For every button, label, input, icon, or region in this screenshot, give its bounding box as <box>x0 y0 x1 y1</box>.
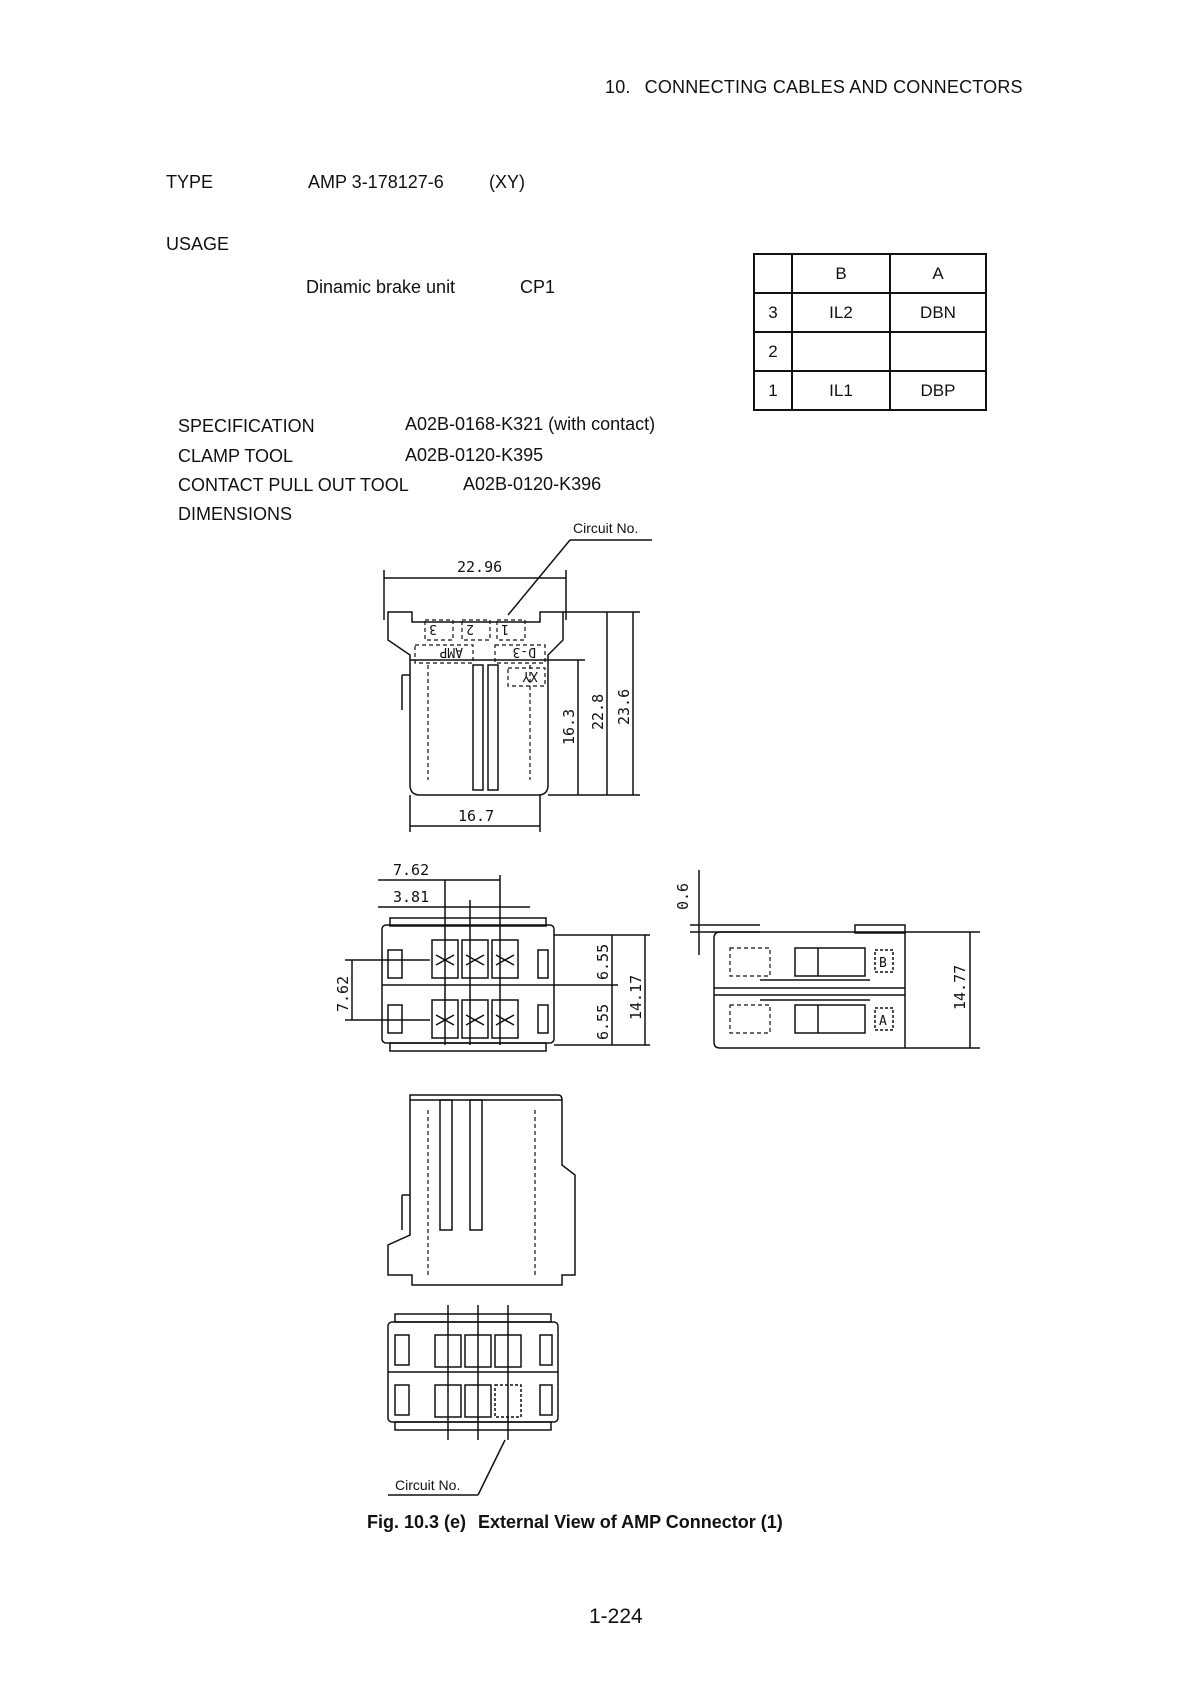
dim-width-bottom: 16.7 <box>458 807 495 825</box>
usage-label: USAGE <box>166 234 230 254</box>
dim-row-h1: 6.55 <box>594 943 612 980</box>
dim-h3: 23.6 <box>615 688 633 725</box>
rear-view <box>388 1095 575 1285</box>
spec-label: SPECIFICATION <box>178 416 315 436</box>
circuit-no-label-bottom: Circuit No. <box>395 1477 461 1493</box>
side-view <box>674 870 980 1048</box>
type-label: TYPE <box>166 172 214 192</box>
side-b-mark: B <box>879 956 887 971</box>
dim-total-h: 14.17 <box>627 974 645 1020</box>
pull-out-tool-label: CONTACT PULL OUT TOOL <box>178 475 409 495</box>
table-cell: 2 <box>754 332 792 371</box>
section-title: CONNECTING CABLES AND CONNECTORS <box>644 77 1023 97</box>
type-suffix: (XY) <box>489 172 525 192</box>
wire-entry-view <box>388 1305 558 1495</box>
mating-face-view <box>334 861 650 1051</box>
figure-title: External View of AMP Connector (1) <box>478 1512 783 1532</box>
dim-h1: 16.3 <box>560 708 578 745</box>
table-header-cell: B <box>792 254 890 293</box>
dim-pitch2: 3.81 <box>393 888 430 906</box>
dim-row-h2: 6.55 <box>594 1003 612 1040</box>
type-value: AMP 3-178127-6 <box>308 172 444 192</box>
dim-gap: 0.6 <box>674 882 692 910</box>
amp-mark: AMP <box>439 644 463 659</box>
xy-mark: XY <box>522 668 538 683</box>
d3-mark: D-3 <box>512 644 536 659</box>
dim-h2: 22.8 <box>589 693 607 730</box>
pin-3-mark: 3 <box>429 621 437 636</box>
dim-row-pitch: 7.62 <box>334 975 352 1012</box>
dimensions-label: DIMENSIONS <box>178 504 293 524</box>
table-cell: IL1 <box>792 371 890 410</box>
spec-value: A02B-0168-K321 (with contact) <box>405 414 656 434</box>
usage-device: Dinamic brake unit <box>306 277 456 297</box>
dim-width-top: 22.96 <box>457 558 503 576</box>
circuit-no-label-top: Circuit No. <box>573 520 639 536</box>
dim-side-h: 14.77 <box>951 964 969 1010</box>
pin-2-mark: 2 <box>466 621 474 636</box>
table-cell: DBP <box>890 371 986 410</box>
pull-out-tool-value: A02B-0120-K396 <box>463 474 602 494</box>
clamp-tool-label: CLAMP TOOL <box>178 446 294 466</box>
figure-number: Fig. 10.3 (e) <box>367 1512 467 1532</box>
table-header-cell: A <box>890 254 986 293</box>
front-view <box>384 520 652 832</box>
table-cell: 3 <box>754 293 792 332</box>
table-cell: 1 <box>754 371 792 410</box>
side-a-mark: A <box>879 1014 887 1029</box>
table-cell: IL2 <box>792 293 890 332</box>
figure-caption <box>367 1512 783 1533</box>
section-number: 10. <box>605 77 631 97</box>
table-cell: DBN <box>890 293 986 332</box>
dim-pitch1: 7.62 <box>393 861 430 879</box>
usage-connector: CP1 <box>520 277 556 297</box>
page-number: 1-224 <box>589 1605 643 1628</box>
clamp-tool-value: A02B-0120-K395 <box>405 445 544 465</box>
pin-1-mark: 1 <box>501 621 509 636</box>
